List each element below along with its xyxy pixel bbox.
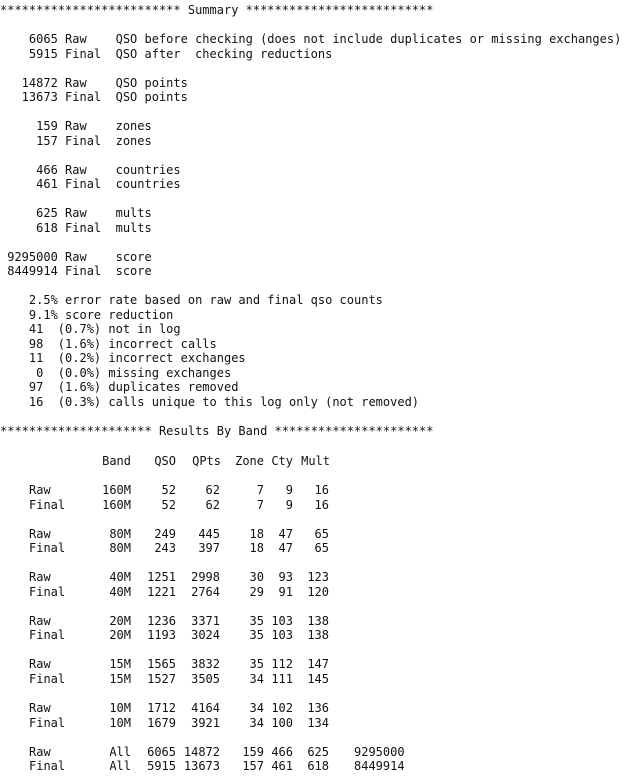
summary-line: 466 Raw countries [0, 162, 181, 177]
cell-band: 15M [109, 671, 131, 686]
column-header-zone: Zone [235, 454, 264, 468]
cell-qpts: 397 [198, 541, 220, 556]
cell-cty: 100 [271, 715, 293, 730]
cell-qpts: 2764 [191, 584, 220, 599]
summary-line: 9.1% score reduction [0, 307, 174, 322]
row-type-label: Raw [29, 657, 51, 672]
cell-mult: 625 [307, 744, 329, 759]
cell-zone: 18 [249, 541, 264, 556]
cell-zone: 35 [249, 613, 264, 628]
cell-qso: 52 [161, 497, 176, 512]
cell-qpts: 3921 [191, 715, 220, 730]
cell-qso: 1527 [147, 671, 176, 686]
cell-mult: 65 [314, 526, 329, 541]
cell-zone: 157 [242, 759, 264, 774]
cell-band: 80M [109, 526, 131, 541]
cell-band: 40M [109, 584, 131, 599]
cell-mult: 136 [307, 701, 329, 715]
cell-cty: 111 [271, 671, 293, 686]
summary-line: 16 (0.3%) calls unique to this log only (not removed) [0, 394, 420, 409]
cell-qso: 1565 [147, 657, 176, 672]
cell-qso: 1236 [147, 613, 176, 628]
row-type-label: Final [29, 671, 66, 686]
cell-band: 10M [109, 715, 131, 730]
band-results-header: ********************* Results By Band ********************** [0, 424, 434, 438]
cell-mult: 618 [307, 759, 329, 774]
cell-qpts: 62 [205, 497, 220, 512]
column-header-qpts: QPts [192, 454, 221, 468]
cell-qpts: 445 [198, 526, 220, 541]
cell-band: 80M [109, 541, 131, 556]
cell-mult: 16 [314, 497, 329, 512]
cell-qpts: 3024 [191, 628, 220, 643]
cell-qso: 249 [154, 526, 176, 541]
cell-zone: 34 [249, 715, 264, 730]
cell-zone: 18 [249, 526, 264, 541]
cell-qpts: 62 [205, 483, 220, 497]
cell-mult: 120 [307, 584, 329, 599]
cell-zone: 7 [256, 497, 264, 512]
cell-qso: 1679 [147, 715, 176, 730]
cell-qpts: 13673 [183, 759, 220, 774]
cell-cty: 47 [278, 526, 293, 541]
summary-line: 8449914 Final score [0, 264, 152, 278]
cell-score: 9295000 [354, 744, 405, 759]
cell-zone: 34 [249, 671, 264, 686]
cell-band: 20M [109, 628, 131, 643]
summary-line: 2.5% error rate based on raw and final qso counts [0, 293, 383, 307]
cell-qso: 1251 [147, 570, 176, 585]
summary-line: 0 (0.0%) missing exchanges [0, 365, 232, 380]
cell-zone: 35 [249, 628, 264, 643]
cell-qpts: 3832 [191, 657, 220, 672]
cell-band: 20M [109, 613, 131, 628]
row-type-label: Raw [29, 744, 51, 759]
cell-zone: 30 [249, 570, 264, 585]
cell-qpts: 3371 [191, 613, 220, 628]
cell-qso: 6065 [147, 744, 176, 759]
cell-cty: 9 [285, 483, 293, 497]
summary-line: 5915 Final QSO after checking reductions [0, 46, 333, 61]
cell-zone: 159 [242, 744, 264, 759]
cell-cty: 93 [278, 570, 293, 585]
row-type-label: Raw [29, 483, 51, 497]
row-type-label: Final [29, 497, 66, 512]
column-header-qso: QSO [154, 454, 176, 468]
row-type-label: Final [29, 715, 66, 730]
cell-zone: 29 [249, 584, 264, 599]
cell-qpts: 3505 [191, 671, 220, 686]
cell-mult: 65 [314, 541, 329, 556]
column-header-cty: Cty [271, 454, 293, 468]
cell-cty: 466 [271, 744, 293, 759]
cell-zone: 35 [249, 657, 264, 672]
summary-line: 9295000 Raw score [0, 249, 152, 264]
cell-cty: 112 [271, 657, 293, 672]
cell-qso: 52 [161, 483, 176, 497]
summary-header: ************************* Summary ************************** [0, 3, 434, 17]
cell-cty: 103 [271, 628, 293, 643]
summary-line: 625 Raw mults [0, 206, 152, 220]
cell-qso: 1221 [147, 584, 176, 599]
summary-line: 98 (1.6%) incorrect calls [0, 336, 217, 351]
row-type-label: Final [29, 628, 66, 643]
cell-mult: 16 [314, 483, 329, 497]
cell-band: 15M [109, 657, 131, 672]
cell-cty: 103 [271, 613, 293, 628]
column-header-band: Band [102, 454, 131, 468]
summary-line: 13673 Final QSO points [0, 90, 188, 104]
summary-line: 618 Final mults [0, 220, 152, 235]
cell-cty: 91 [278, 584, 293, 599]
cell-mult: 138 [307, 628, 329, 643]
cell-qpts: 2998 [191, 570, 220, 585]
summary-line: 14872 Raw QSO points [0, 75, 188, 90]
row-type-label: Raw [29, 526, 51, 541]
cell-mult: 147 [307, 657, 329, 672]
cell-zone: 7 [256, 483, 264, 497]
cell-cty: 102 [271, 701, 293, 715]
cell-mult: 123 [307, 570, 329, 585]
summary-line: 6065 Raw QSO before checking (does not include duplicates or missing exchanges) [0, 32, 622, 46]
cell-cty: 9 [285, 497, 293, 512]
row-type-label: Raw [29, 613, 51, 628]
summary-line: 157 Final zones [0, 133, 152, 148]
cell-band: 160M [102, 497, 131, 512]
row-type-label: Final [29, 584, 66, 599]
summary-line: 41 (0.7%) not in log [0, 322, 181, 336]
column-header-mult: Mult [301, 454, 330, 468]
cell-mult: 138 [307, 613, 329, 628]
cell-score: 8449914 [354, 759, 405, 774]
row-type-label: Final [29, 759, 66, 774]
cell-mult: 134 [307, 715, 329, 730]
cell-qso: 5915 [147, 759, 176, 774]
summary-line: 461 Final countries [0, 177, 181, 191]
cell-cty: 461 [271, 759, 293, 774]
row-type-label: Raw [29, 570, 51, 585]
cell-band: 10M [109, 701, 131, 715]
cell-zone: 34 [249, 701, 264, 715]
cell-band: All [109, 744, 131, 759]
row-type-label: Raw [29, 701, 51, 715]
summary-line: 159 Raw zones [0, 119, 152, 133]
cell-qso: 243 [154, 541, 176, 556]
cell-qpts: 14872 [183, 744, 220, 759]
summary-line: 97 (1.6%) duplicates removed [0, 380, 239, 394]
cell-band: 40M [109, 570, 131, 585]
cell-mult: 145 [307, 671, 329, 686]
cell-qso: 1712 [147, 701, 176, 715]
summary-line: 11 (0.2%) incorrect exchanges [0, 351, 246, 365]
cell-band: All [109, 759, 131, 774]
cell-band: 160M [102, 483, 131, 497]
cell-qpts: 4164 [191, 701, 220, 715]
cell-cty: 47 [278, 541, 293, 556]
row-type-label: Final [29, 541, 66, 556]
cell-qso: 1193 [147, 628, 176, 643]
